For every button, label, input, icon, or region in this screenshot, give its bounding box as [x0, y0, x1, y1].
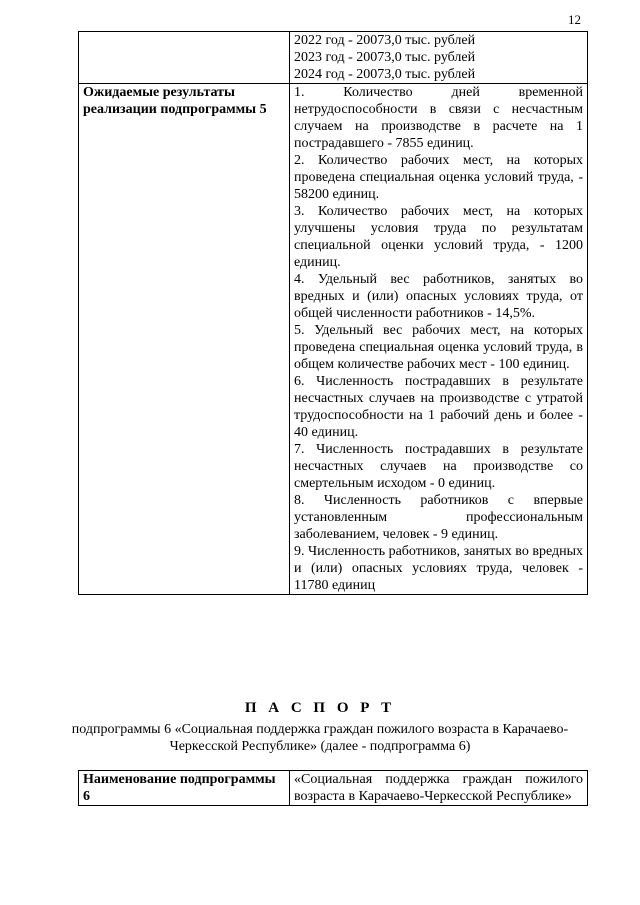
expected-results-label: Ожидаемые результаты реализации подпрограммы 5 — [79, 84, 290, 595]
result-item-3: 3. Количество рабочих мест, на которых улучшены условия труда по результатам специальной оценки условий труда, - 1200 единиц. — [294, 204, 583, 270]
subprogram-5-passport-table — [78, 31, 588, 595]
funding-line-2024: 2024 год - 20073,0 тыс. рублей — [294, 67, 476, 82]
funding-line-2022: 2022 год - 20073,0 тыс. рублей — [294, 33, 476, 48]
result-item-1: 1. Количество дней временной нетрудоспособности в связи с несчастным случаем на производстве в расчете на 1 пострадавшего - 7855 единиц. — [294, 85, 583, 151]
funding-label-cell — [79, 32, 290, 84]
subprogram-name-row — [79, 771, 588, 806]
subprogram-name-label: Наименование подпрограммы 6 — [79, 771, 290, 806]
expected-results-row — [79, 84, 588, 595]
subprogram-6-passport-table — [78, 770, 588, 806]
result-item-6: 6. Численность пострадавших в результате несчастных случаев на производстве с утратой трудоспособности на 1 рабочий день и более - 40 единиц. — [294, 374, 583, 440]
funding-values-cell — [290, 32, 588, 84]
result-item-4: 4. Удельный вес работников, занятых во вредных и (или) опасных условиях труда, от общей численности работников - 14,5%. — [294, 272, 583, 321]
result-item-9: 9. Численность работников, занятых во вредных и (или) опасных условиях труда, человек - 11780 единиц — [294, 544, 583, 593]
passport-title: П А С П О Р Т — [244, 700, 396, 716]
expected-results-cell — [290, 84, 588, 595]
funding-row — [79, 32, 588, 84]
result-item-8: 8. Численность работников с впервые установленным профессиональным заболеванием, человек - 9 единиц. — [294, 493, 583, 542]
result-item-5: 5. Удельный вес рабочих мест, на которых проведена специальная оценка условий труда, в общем количестве рабочих мест - 100 единиц. — [294, 323, 583, 372]
subprogram-name-value: «Социальная поддержка граждан пожилого возраста в Карачаево-Черкесской Республике» — [290, 771, 588, 806]
passport-subtitle: подпрограммы 6 «Социальная поддержка граждан пожилого возраста в Карачаево-Черкесской Республике» (далее - подпрограмма 6) — [71, 722, 569, 754]
page-number: 12 — [568, 12, 581, 27]
funding-line-2023: 2023 год - 20073,0 тыс. рублей — [294, 50, 476, 65]
result-item-2: 2. Количество рабочих мест, на которых проведена специальная оценка условий труда, - 58200 единиц. — [294, 153, 583, 202]
result-item-7: 7. Численность пострадавших в результате несчастных случаев на производстве со смертельным исходом - 0 единиц. — [294, 442, 583, 491]
